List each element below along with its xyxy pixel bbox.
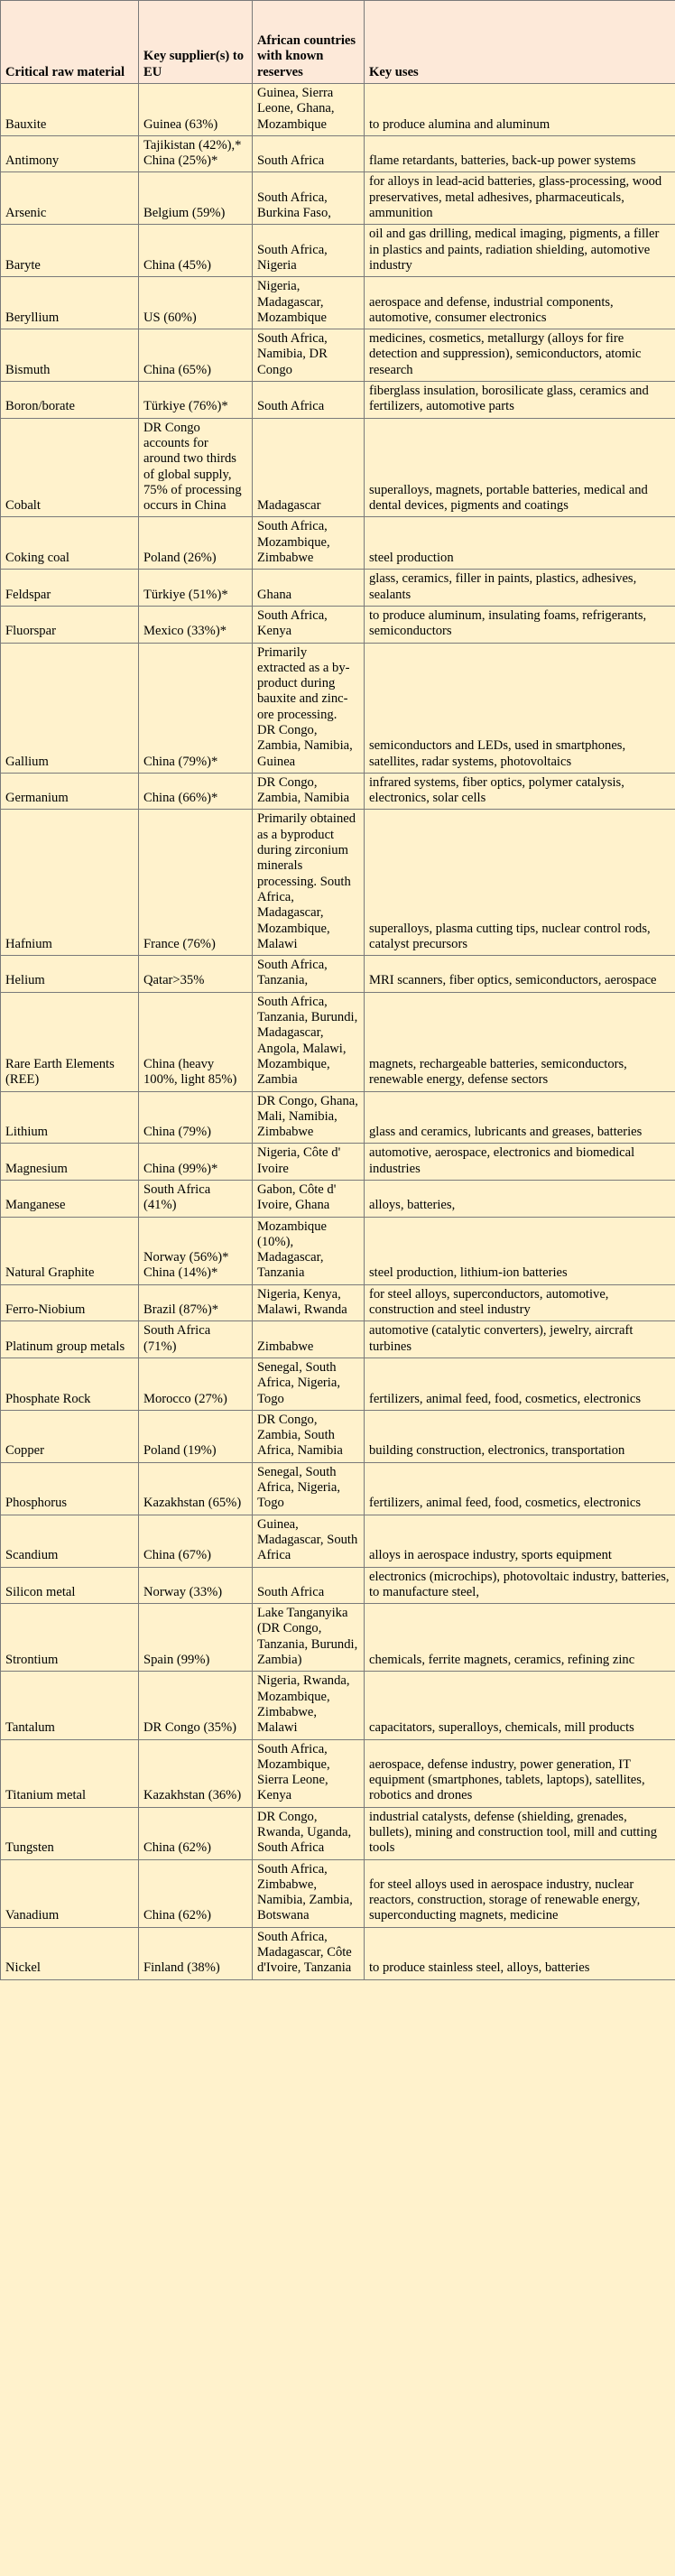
cell-material: Copper xyxy=(1,1410,139,1462)
cell-supplier: Brazil (87%)* xyxy=(139,1284,253,1321)
cell-material: Manganese xyxy=(1,1181,139,1218)
cell-material: Magnesium xyxy=(1,1144,139,1181)
cell-supplier: China (62%) xyxy=(139,1859,253,1927)
cell-uses: flame retardants, batteries, back-up power systems xyxy=(365,135,675,172)
cell-reserves: Guinea, Sierra Leone, Ghana, Mozambique xyxy=(253,84,365,136)
cell-material: Lithium xyxy=(1,1091,139,1144)
cell-reserves: South Africa, Kenya xyxy=(253,606,365,643)
cell-material: Rare Earth Elements (REE) xyxy=(1,992,139,1091)
cell-uses: for steel alloys, superconductors, automotive, construction and steel industry xyxy=(365,1284,675,1321)
cell-uses: steel production xyxy=(365,517,675,570)
table-row xyxy=(1,1462,675,1515)
cell-reserves: South Africa, Mozambique, Sierra Leone, Kenya xyxy=(253,1739,365,1807)
cell-material: Baryte xyxy=(1,225,139,277)
cell-supplier: China (45%) xyxy=(139,225,253,277)
cell-supplier: Belgium (59%) xyxy=(139,172,253,225)
cell-reserves: Ghana xyxy=(253,570,365,607)
cell-reserves: Senegal, South Africa, Nigeria, Togo xyxy=(253,1357,365,1410)
cell-material: Cobalt xyxy=(1,418,139,517)
cell-uses: steel production, lithium-ion batteries xyxy=(365,1217,675,1284)
cell-reserves: South Africa, Namibia, DR Congo xyxy=(253,329,365,382)
cell-uses: to produce stainless steel, alloys, batteries xyxy=(365,1927,675,1979)
cell-uses: medicines, cosmetics, metallurgy (alloys for fire detection and suppression), semiconductors, atomic research xyxy=(365,329,675,382)
table-row xyxy=(1,1357,675,1410)
cell-reserves: South Africa xyxy=(253,135,365,172)
cell-uses: automotive, aerospace, electronics and biomedical industries xyxy=(365,1144,675,1181)
cell-reserves: Mozambique (10%), Madagascar, Tanzania xyxy=(253,1217,365,1284)
table-row xyxy=(1,382,675,419)
header-reserves: African countries with known reserves xyxy=(253,1,365,84)
cell-supplier: China (99%)* xyxy=(139,1144,253,1181)
cell-uses: for alloys in lead-acid batteries, glass-processing, wood preservatives, metal adhesives, pharmaceuticals, ammunition xyxy=(365,172,675,225)
cell-supplier: South Africa (41%) xyxy=(139,1181,253,1218)
cell-supplier: China (79%) xyxy=(139,1091,253,1144)
cell-reserves: Senegal, South Africa, Nigeria, Togo xyxy=(253,1462,365,1515)
cell-reserves: Primarily obtained as a byproduct during zirconium minerals processing. South Africa, Madagascar, Mozambique, Malawi xyxy=(253,810,365,956)
table-row xyxy=(1,418,675,517)
cell-reserves: Guinea, Madagascar, South Africa xyxy=(253,1515,365,1567)
table-row xyxy=(1,517,675,570)
cell-reserves: Gabon, Côte d' Ivoire, Ghana xyxy=(253,1181,365,1218)
cell-material: Bismuth xyxy=(1,329,139,382)
cell-uses: for steel alloys used in aerospace industry, nuclear reactors, construction, storage of renewable energy, superconducting magnets, medicine xyxy=(365,1859,675,1927)
cell-supplier: China (67%) xyxy=(139,1515,253,1567)
cell-reserves: DR Congo, Rwanda, Uganda, South Africa xyxy=(253,1807,365,1859)
cell-material: Strontium xyxy=(1,1604,139,1672)
cell-reserves: DR Congo, Zambia, Namibia xyxy=(253,773,365,810)
table-row xyxy=(1,1091,675,1144)
cell-uses: MRI scanners, fiber optics, semiconductors, aerospace xyxy=(365,956,675,993)
header-uses: Key uses xyxy=(365,1,675,84)
cell-reserves: South Africa xyxy=(253,382,365,419)
table-row xyxy=(1,810,675,956)
table-row xyxy=(1,1144,675,1181)
table-row xyxy=(1,1672,675,1739)
table-row xyxy=(1,1927,675,1979)
table-row xyxy=(1,606,675,643)
cell-material: Nickel xyxy=(1,1927,139,1979)
table-row xyxy=(1,1604,675,1672)
cell-supplier: Spain (99%) xyxy=(139,1604,253,1672)
cell-uses: oil and gas drilling, medical imaging, pigments, a filler in plastics and paints, radiation shielding, automotive industry xyxy=(365,225,675,277)
cell-supplier: US (60%) xyxy=(139,277,253,329)
cell-material: Germanium xyxy=(1,773,139,810)
cell-supplier: Poland (19%) xyxy=(139,1410,253,1462)
cell-reserves: Nigeria, Kenya, Malawi, Rwanda xyxy=(253,1284,365,1321)
cell-supplier: China (79%)* xyxy=(139,643,253,773)
cell-uses: glass, ceramics, filler in paints, plastics, adhesives, sealants xyxy=(365,570,675,607)
cell-supplier: DR Congo accounts for around two thirds of global supply, 75% of processing occurs in China xyxy=(139,418,253,517)
cell-uses: alloys in aerospace industry, sports equipment xyxy=(365,1515,675,1567)
cell-reserves: South Africa, Tanzania, Burundi, Madagascar, Angola, Malawi, Mozambique, Zambia xyxy=(253,992,365,1091)
cell-uses: aerospace and defense, industrial components, automotive, consumer electronics xyxy=(365,277,675,329)
cell-material: Tungsten xyxy=(1,1807,139,1859)
cell-reserves: Lake Tanganyika (DR Congo, Tanzania, Burundi, Zambia) xyxy=(253,1604,365,1672)
cell-supplier: Finland (38%) xyxy=(139,1927,253,1979)
table-row xyxy=(1,329,675,382)
table-row xyxy=(1,1515,675,1567)
cell-material: Gallium xyxy=(1,643,139,773)
table-row xyxy=(1,1567,675,1604)
cell-reserves: DR Congo, Zambia, South Africa, Namibia xyxy=(253,1410,365,1462)
cell-material: Antimony xyxy=(1,135,139,172)
table-row xyxy=(1,992,675,1091)
table-row xyxy=(1,1217,675,1284)
cell-material: Boron/borate xyxy=(1,382,139,419)
cell-supplier: Norway (56%)* China (14%)* xyxy=(139,1217,253,1284)
table-row xyxy=(1,1321,675,1358)
cell-supplier: South Africa (71%) xyxy=(139,1321,253,1358)
cell-material: Platinum group metals xyxy=(1,1321,139,1358)
cell-material: Titanium metal xyxy=(1,1739,139,1807)
cell-supplier: China (heavy 100%, light 85%) xyxy=(139,992,253,1091)
cell-material: Tantalum xyxy=(1,1672,139,1739)
cell-material: Beryllium xyxy=(1,277,139,329)
cell-material: Scandium xyxy=(1,1515,139,1567)
cell-uses: aerospace, defense industry, power generation, IT equipment (smartphones, tablets, laptops), satellites, robotics and drones xyxy=(365,1739,675,1807)
cell-uses: fertilizers, animal feed, food, cosmetics, electronics xyxy=(365,1357,675,1410)
cell-supplier: DR Congo (35%) xyxy=(139,1672,253,1739)
header-material: Critical raw material xyxy=(1,1,139,84)
table-row xyxy=(1,1807,675,1859)
cell-reserves: South Africa, Nigeria xyxy=(253,225,365,277)
cell-reserves: South Africa, Burkina Faso, xyxy=(253,172,365,225)
cell-reserves: Madagascar xyxy=(253,418,365,517)
cell-supplier: China (65%) xyxy=(139,329,253,382)
cell-material: Arsenic xyxy=(1,172,139,225)
cell-uses: semiconductors and LEDs, used in smartphones, satellites, radar systems, photovoltaics xyxy=(365,643,675,773)
cell-material: Silicon metal xyxy=(1,1567,139,1604)
table-row xyxy=(1,1739,675,1807)
cell-material: Helium xyxy=(1,956,139,993)
cell-material: Feldspar xyxy=(1,570,139,607)
cell-material: Ferro-Niobium xyxy=(1,1284,139,1321)
cell-supplier: France (76%) xyxy=(139,810,253,956)
cell-reserves: Nigeria, Côte d' Ivoire xyxy=(253,1144,365,1181)
table-row xyxy=(1,1859,675,1927)
cell-material: Phosphate Rock xyxy=(1,1357,139,1410)
cell-uses: building construction, electronics, transportation xyxy=(365,1410,675,1462)
cell-supplier: Kazakhstan (36%) xyxy=(139,1739,253,1807)
cell-reserves: South Africa, Mozambique, Zimbabwe xyxy=(253,517,365,570)
cell-uses: industrial catalysts, defense (shielding, grenades, bullets), mining and construction tool, mill and cutting tools xyxy=(365,1807,675,1859)
cell-reserves: Nigeria, Rwanda, Mozambique, Zimbabwe, Malawi xyxy=(253,1672,365,1739)
cell-uses: electronics (microchips), photovoltaic industry, batteries, to manufacture steel, xyxy=(365,1567,675,1604)
cell-material: Fluorspar xyxy=(1,606,139,643)
cell-supplier: China (62%) xyxy=(139,1807,253,1859)
cell-reserves: South Africa, Zimbabwe, Namibia, Zambia, Botswana xyxy=(253,1859,365,1927)
cell-uses: capacitators, superalloys, chemicals, mill products xyxy=(365,1672,675,1739)
cell-reserves: Primarily extracted as a by-product during bauxite and zinc-ore processing. DR Congo, Zambia, Namibia, Guinea xyxy=(253,643,365,773)
cell-supplier: China (66%)* xyxy=(139,773,253,810)
cell-reserves: Nigeria, Madagascar, Mozambique xyxy=(253,277,365,329)
cell-reserves: DR Congo, Ghana, Mali, Namibia, Zimbabwe xyxy=(253,1091,365,1144)
cell-material: Coking coal xyxy=(1,517,139,570)
table-row xyxy=(1,773,675,810)
cell-uses: magnets, rechargeable batteries, semiconductors, renewable energy, defense sectors xyxy=(365,992,675,1091)
cell-supplier: Türkiye (76%)* xyxy=(139,382,253,419)
table-row xyxy=(1,1181,675,1218)
table-row xyxy=(1,956,675,993)
cell-supplier: Norway (33%) xyxy=(139,1567,253,1604)
table-row xyxy=(1,1284,675,1321)
cell-uses: to produce alumina and aluminum xyxy=(365,84,675,136)
cell-supplier: Guinea (63%) xyxy=(139,84,253,136)
header-supplier: Key supplier(s) to EU xyxy=(139,1,253,84)
cell-material: Hafnium xyxy=(1,810,139,956)
cell-material: Vanadium xyxy=(1,1859,139,1927)
cell-uses: fertilizers, animal feed, food, cosmetics, electronics xyxy=(365,1462,675,1515)
cell-uses: alloys, batteries, xyxy=(365,1181,675,1218)
table-row xyxy=(1,135,675,172)
cell-uses: superalloys, magnets, portable batteries, medical and dental devices, pigments and coatings xyxy=(365,418,675,517)
cell-uses: glass and ceramics, lubricants and greases, batteries xyxy=(365,1091,675,1144)
cell-supplier: Tajikistan (42%),* China (25%)* xyxy=(139,135,253,172)
cell-uses: chemicals, ferrite magnets, ceramics, refining zinc xyxy=(365,1604,675,1672)
table-row xyxy=(1,1410,675,1462)
cell-uses: infrared systems, fiber optics, polymer catalysis, electronics, solar cells xyxy=(365,773,675,810)
table-row xyxy=(1,570,675,607)
cell-reserves: South Africa, Madagascar, Côte d'Ivoire, Tanzania xyxy=(253,1927,365,1979)
header-row xyxy=(1,1,675,84)
cell-supplier: Morocco (27%) xyxy=(139,1357,253,1410)
cell-uses: to produce aluminum, insulating foams, refrigerants, semiconductors xyxy=(365,606,675,643)
cell-uses: fiberglass insulation, borosilicate glass, ceramics and fertilizers, automotive parts xyxy=(365,382,675,419)
cell-reserves: Zimbabwe xyxy=(253,1321,365,1358)
cell-supplier: Türkiye (51%)* xyxy=(139,570,253,607)
table-row xyxy=(1,277,675,329)
cell-reserves: South Africa, Tanzania, xyxy=(253,956,365,993)
cell-supplier: Poland (26%) xyxy=(139,517,253,570)
cell-supplier: Mexico (33%)* xyxy=(139,606,253,643)
cell-reserves: South Africa xyxy=(253,1567,365,1604)
table-row xyxy=(1,643,675,773)
cell-material: Natural Graphite xyxy=(1,1217,139,1284)
table-row xyxy=(1,225,675,277)
cell-material: Bauxite xyxy=(1,84,139,136)
cell-material: Phosphorus xyxy=(1,1462,139,1515)
cell-supplier: Kazakhstan (65%) xyxy=(139,1462,253,1515)
cell-uses: automotive (catalytic converters), jewelry, aircraft turbines xyxy=(365,1321,675,1358)
table-row xyxy=(1,172,675,225)
table-row xyxy=(1,84,675,136)
cell-supplier: Qatar>35% xyxy=(139,956,253,993)
cell-uses: superalloys, plasma cutting tips, nuclear control rods, catalyst precursors xyxy=(365,810,675,956)
